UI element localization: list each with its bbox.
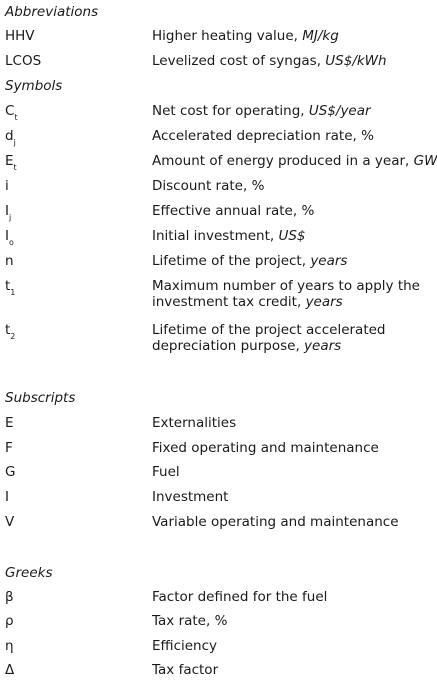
definition-text: depreciation purpose, xyxy=(152,338,305,354)
symbol-letter: F xyxy=(5,440,13,456)
definition-line xyxy=(152,322,386,338)
symbol-letter: LCOS xyxy=(5,53,42,69)
definition-line xyxy=(152,638,217,654)
symbol-letter: C xyxy=(5,103,15,119)
definition-line xyxy=(152,338,386,354)
symbol-symbols-1 xyxy=(5,128,16,147)
definition-line xyxy=(152,278,420,294)
definition-subscripts-2 xyxy=(152,464,180,480)
definition-symbols-3 xyxy=(152,178,264,194)
symbol-letter: E xyxy=(5,153,14,169)
definition-symbols-2 xyxy=(152,153,437,169)
definition-symbols-5 xyxy=(152,228,306,244)
definition-greeks-3 xyxy=(152,662,218,678)
symbol-subscripts-4 xyxy=(5,514,14,530)
definition-symbols-0 xyxy=(152,103,371,119)
symbol-symbols-7 xyxy=(5,278,16,297)
definition-greeks-1 xyxy=(152,613,227,629)
definition-line xyxy=(152,440,379,456)
definition-line xyxy=(152,253,347,269)
symbol-symbols-2 xyxy=(5,153,17,172)
symbol-letter: t xyxy=(5,278,11,294)
definition-text: Discount rate, % xyxy=(152,178,265,194)
definition-subscripts-0 xyxy=(152,415,236,431)
symbol-letter: I xyxy=(5,228,9,244)
symbol-subscripts-1 xyxy=(5,440,13,456)
definition-line xyxy=(152,294,420,310)
symbol-subscript: 2 xyxy=(10,332,16,341)
symbol-greeks-2 xyxy=(5,638,14,654)
definition-subscripts-1 xyxy=(152,440,379,456)
symbol-symbols-3 xyxy=(5,178,9,194)
definition-subscripts-4 xyxy=(152,514,399,530)
symbol-greeks-0 xyxy=(5,589,14,605)
symbol-subscript: j xyxy=(13,138,16,147)
symbol-letter: HHV xyxy=(5,28,35,44)
symbol-abbreviations-0 xyxy=(5,28,35,44)
definition-line xyxy=(152,103,371,119)
definition-symbols-7 xyxy=(152,278,420,310)
section-heading-greeks: Greeks xyxy=(5,565,53,581)
symbol-letter: E xyxy=(5,415,14,431)
definition-line xyxy=(152,662,218,678)
symbol-abbreviations-1 xyxy=(5,53,41,69)
definition-text: Lifetime of the project accelerated xyxy=(152,322,386,338)
symbol-subscript: 1 xyxy=(10,288,16,297)
symbol-letter: β xyxy=(5,589,14,605)
definition-text: Levelized cost of syngas, xyxy=(152,53,326,69)
definition-text: Lifetime of the project, xyxy=(152,253,311,269)
symbol-subscript: t xyxy=(14,113,18,122)
definition-greeks-0 xyxy=(152,589,327,605)
section-heading-symbols: Symbols xyxy=(5,78,63,94)
symbol-greeks-1 xyxy=(5,613,14,629)
symbol-subscripts-2 xyxy=(5,464,15,480)
definition-line xyxy=(152,153,437,169)
definition-text: Fuel xyxy=(152,464,180,480)
definition-subscripts-3 xyxy=(152,489,228,505)
symbol-letter: I xyxy=(5,489,9,505)
definition-text: Initial investment, xyxy=(152,228,279,244)
symbol-letter: V xyxy=(5,514,15,530)
definition-text: Tax factor xyxy=(152,662,219,678)
symbol-symbols-8 xyxy=(5,322,16,341)
definition-text: Externalities xyxy=(152,415,237,431)
symbol-symbols-6 xyxy=(5,253,14,269)
symbol-letter: d xyxy=(5,128,14,144)
symbol-letter: Δ xyxy=(5,662,15,678)
definition-unit: US$ xyxy=(278,228,306,244)
definition-text: Efficiency xyxy=(152,638,218,654)
definition-text: Tax rate, % xyxy=(152,613,228,629)
symbol-letter: G xyxy=(5,464,16,480)
symbol-greeks-3 xyxy=(5,662,14,678)
symbol-letter: t xyxy=(5,322,11,338)
definition-line xyxy=(152,464,180,480)
definition-text: Variable operating and maintenance xyxy=(152,514,399,530)
section-heading-subscripts: Subscripts xyxy=(5,390,76,406)
definition-text: Amount of energy produced in a year, xyxy=(152,153,414,169)
definition-symbols-4 xyxy=(152,203,314,219)
symbol-subscript: t xyxy=(13,163,17,172)
definition-text: investment tax credit, xyxy=(152,294,306,310)
definition-text: Accelerated depreciation rate, % xyxy=(152,128,374,144)
definition-line xyxy=(152,53,387,69)
symbol-subscripts-0 xyxy=(5,415,14,431)
definition-line xyxy=(152,28,339,44)
definition-unit: MJ/kg xyxy=(302,28,339,44)
definition-text: Higher heating value, xyxy=(152,28,303,44)
definition-text: Factor defined for the fuel xyxy=(152,589,328,605)
definition-unit: years xyxy=(310,253,348,269)
symbol-symbols-4 xyxy=(5,203,12,222)
definition-greeks-2 xyxy=(152,638,217,654)
section-heading-abbreviations: Abbreviations xyxy=(5,4,99,20)
definition-line xyxy=(152,589,327,605)
definition-line xyxy=(152,613,227,629)
definition-unit: US$/kWh xyxy=(325,53,387,69)
definition-symbols-1 xyxy=(152,128,374,144)
symbol-letter: η xyxy=(5,638,14,654)
symbol-letter: I xyxy=(5,203,9,219)
symbol-subscript: j xyxy=(8,213,12,222)
definition-abbreviations-0 xyxy=(152,28,339,44)
definition-text: Maximum number of years to apply the xyxy=(152,278,420,294)
definition-line xyxy=(152,489,228,505)
definition-unit: US$/year xyxy=(308,103,371,119)
symbol-letter: ρ xyxy=(5,613,14,629)
definition-line xyxy=(152,228,306,244)
symbol-subscript: o xyxy=(8,238,14,247)
symbol-symbols-5 xyxy=(5,228,14,247)
symbol-letter: i xyxy=(5,178,9,194)
symbol-letter: n xyxy=(5,253,14,269)
definition-text: Net cost for operating, xyxy=(152,103,309,119)
definition-symbols-6 xyxy=(152,253,347,269)
definition-line xyxy=(152,178,264,194)
definition-text: Investment xyxy=(152,489,229,505)
symbol-symbols-0 xyxy=(5,103,18,122)
definition-text: Effective annual rate, % xyxy=(152,203,315,219)
definition-line xyxy=(152,415,236,431)
definition-line xyxy=(152,514,399,530)
definition-line xyxy=(152,203,314,219)
definition-text: Fixed operating and maintenance xyxy=(152,440,379,456)
definition-unit: years xyxy=(305,294,343,310)
definition-line xyxy=(152,128,374,144)
definition-symbols-8 xyxy=(152,322,386,354)
symbol-subscripts-3 xyxy=(5,489,9,505)
definition-unit: GW xyxy=(413,153,437,169)
definition-abbreviations-1 xyxy=(152,53,387,69)
definition-unit: years xyxy=(304,338,342,354)
